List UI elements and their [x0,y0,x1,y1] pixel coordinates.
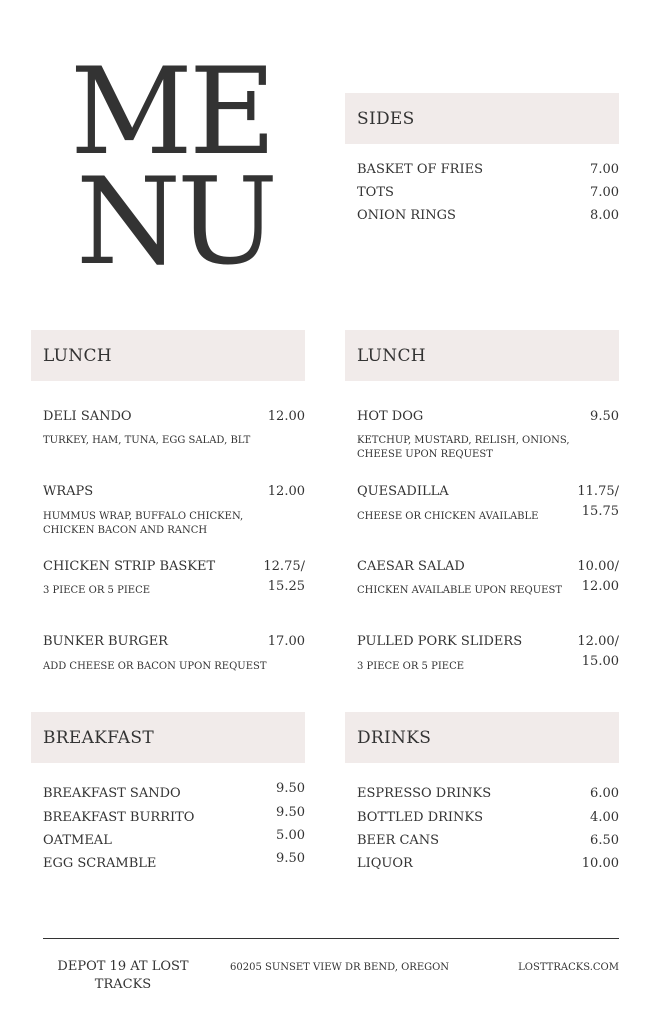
item-name: ONION RINGS [357,208,456,223]
list-item [43,805,305,828]
item-description: 3 PIECE OR 5 PIECE [357,661,465,672]
item-name: CHICKEN STRIP BASKET [43,559,216,574]
item-price: 9.50 [276,851,305,866]
footer-website[interactable]: LOSTTRACKS.COM [518,962,619,973]
item-description: HUMMUS WRAP, BUFFALO CHICKEN, CHICKEN BACON AND RANCH [43,511,244,536]
list-item [357,831,619,851]
drinks-header: DRINKS [345,712,619,763]
item-price: 11.75/ 15.75 [577,484,619,519]
item-description: ADD CHEESE OR BACON UPON REQUEST [43,661,267,672]
item-description: KETCHUP, MUSTARD, RELISH, ONIONS, CHEESE UPON REQUEST [357,435,570,460]
item-price: 12.00 [267,409,305,424]
item-price: 8.00 [590,208,619,223]
item-name: CAESAR SALAD [357,559,465,574]
item-name: ESPRESSO DRINKS [357,786,492,801]
list-item [357,557,577,577]
sides-header: SIDES [345,93,619,144]
item-price: 9.50 [276,805,305,820]
item-description: CHEESE OR CHICKEN AVAILABLE [357,511,539,522]
list-item [357,784,619,804]
list-item [43,557,263,577]
item-price: 5.00 [276,828,305,843]
lunch-left-header: LUNCH [31,330,305,381]
item-name: PULLED PORK SLIDERS [357,634,523,649]
list-item [357,206,619,226]
item-description: CHICKEN AVAILABLE UPON REQUEST [357,585,562,596]
item-price: 9.50 [590,409,619,424]
item-price: 9.50 [276,781,305,796]
list-item [43,828,305,851]
list-item [357,482,577,502]
list-item [357,632,577,652]
item-price: 12.00 [267,484,305,499]
list-item [43,632,263,652]
item-price: 6.00 [590,786,619,801]
item-name: EGG SCRAMBLE [43,856,157,871]
list-item [357,808,619,828]
item-name: WRAPS [43,484,94,499]
item-price: 7.00 [590,185,619,200]
item-name: QUESADILLA [357,484,449,499]
list-item [43,781,305,804]
list-item [357,183,619,203]
list-item [43,851,305,874]
footer-divider [43,938,619,939]
item-price: 6.50 [590,833,619,848]
menu-title-line-1: ME [70,43,273,182]
item-price: 17.00 [267,634,305,649]
list-item [357,854,619,874]
list-item [357,407,577,427]
list-item [43,482,263,502]
item-price: 7.00 [590,162,619,177]
item-name: DELI SANDO [43,409,132,424]
menu-title-line-2: NU [76,153,275,292]
item-name: OATMEAL [43,833,112,848]
item-price: 10.00 [581,856,619,871]
list-item [357,160,619,180]
item-name: BREAKFAST BURRITO [43,810,195,825]
item-name: LIQUOR [357,856,413,871]
footer-business-name: DEPOT 19 AT LOST TRACKS [57,959,189,992]
item-name: BUNKER BURGER [43,634,168,649]
item-price: 10.00/ 12.00 [577,559,619,594]
item-price: 4.00 [590,810,619,825]
item-name: BEER CANS [357,833,440,848]
item-name: HOT DOG [357,409,424,424]
item-name: TOTS [357,185,394,200]
item-price: 12.75/ 15.25 [263,559,305,594]
item-name: BREAKFAST SANDO [43,786,181,801]
item-description: 3 PIECE OR 5 PIECE [43,585,151,596]
list-item [43,407,263,427]
breakfast-header: BREAKFAST [31,712,305,763]
item-price: 12.00/ 15.00 [577,634,619,669]
item-description: TURKEY, HAM, TUNA, EGG SALAD, BLT [43,435,251,446]
lunch-right-header: LUNCH [345,330,619,381]
item-name: BOTTLED DRINKS [357,810,484,825]
item-name: BASKET OF FRIES [357,162,484,177]
footer-address: 60205 SUNSET VIEW DR BEND, OREGON [230,962,450,973]
